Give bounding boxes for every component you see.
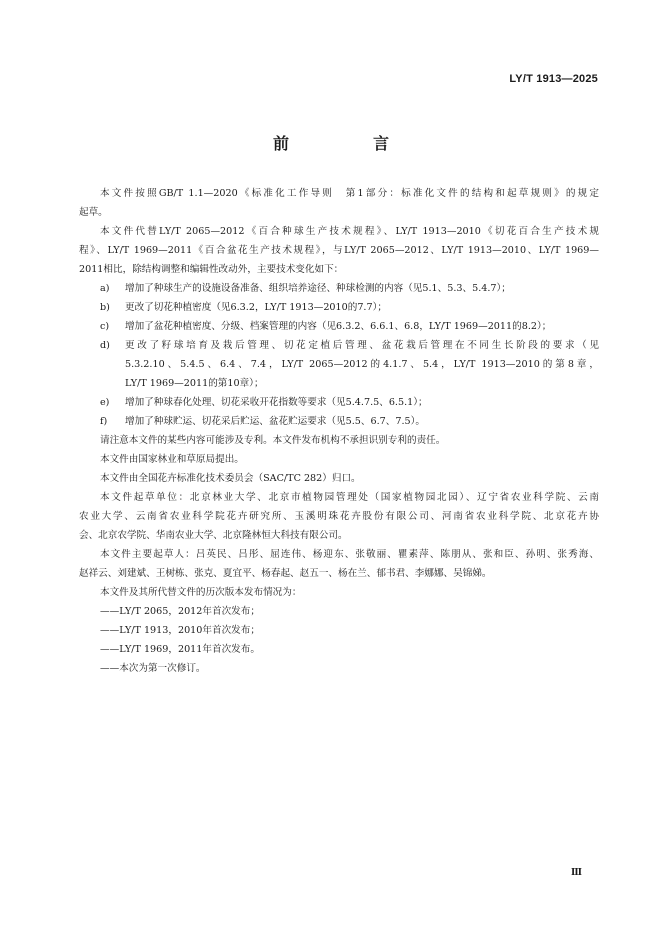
list-item-text: 更改了籽球培育及栽后管理、切花定植后管理、盆花栽后管理在不同生长阶段的要求（见 xyxy=(125,340,599,351)
list-item xyxy=(79,336,599,355)
list-item xyxy=(79,298,599,317)
standard-code: LY/T 1913—2025 xyxy=(509,73,598,85)
foreword-body xyxy=(79,184,599,678)
list-item xyxy=(79,317,599,336)
list-item xyxy=(79,393,599,412)
list-item-continuation: LY/T 1969—2011的第10章）； xyxy=(125,378,264,389)
list-marker: e) xyxy=(100,397,110,408)
history-item: ——LY/T 1913，2010年首次发布； xyxy=(100,625,260,636)
list-marker: a) xyxy=(100,283,110,294)
list-item-text: 增加了种球春化处理、切花采收开花指数等要求（见5.4.7.5、6.5.1）； xyxy=(125,397,428,408)
paragraph-line: 请注意本文件的某些内容可能涉及专利。本文件发布机构不承担识别专利的责任。 xyxy=(100,435,446,446)
list-marker: c) xyxy=(100,321,110,332)
paragraph-line: 本文件由全国花卉标准化技术委员会（SAC/TC 282）归口。 xyxy=(100,473,361,484)
paragraph-line: 本文件及其所代替文件的历次版本发布情况为： xyxy=(100,587,302,598)
list-item-text: 增加了种球生产的设施设备准备、组织培养途径、种球检测的内容（见5.1、5.3、5.4.7）； xyxy=(125,283,511,294)
paragraph-line: 本文件由国家林业和草原局提出。 xyxy=(100,454,244,465)
paragraph-line: 农业大学、云南省农业科学院花卉研究所、玉溪明珠花卉股份有限公司、河南省农业科学院、北京花卉协 xyxy=(79,511,599,522)
page-number: Ⅲ xyxy=(571,868,582,878)
paragraph-line: 程》、LY/T 1969—2011《百合盆花生产技术规程》，与LY/T 2065—2012、LY/T 1913—2010、LY/T 1969— xyxy=(79,245,599,256)
paragraph-line: 本文件按照GB/T 1.1—2020《标准化工作导则 第1部分：标准化文件的结构和起草规则》的规定 xyxy=(100,188,599,199)
list-marker: d) xyxy=(100,340,110,351)
paragraph-line: 本文件起草单位：北京林业大学、北京市植物园管理处（国家植物园北园）、辽宁省农业科学院、云南 xyxy=(100,492,599,503)
paragraph-line: 赵祥云、刘建斌、王树栋、张克、夏宜平、杨春起、赵五一、杨在兰、郁书君、李娜娜、吴锦娣。 xyxy=(79,568,492,579)
paragraph-line: 2011相比，除结构调整和编辑性改动外，主要技术变化如下： xyxy=(79,264,344,275)
list-item-text: 增加了种球贮运、切花采后贮运、盆花贮运要求（见5.5、6.7、7.5）。 xyxy=(125,416,426,427)
history-item: ——LY/T 2065，2012年首次发布； xyxy=(100,606,260,617)
page-title: 前 言 xyxy=(272,134,423,153)
paragraph-line: 起草。 xyxy=(79,207,108,218)
paragraph-line: 本文件主要起草人：吕英民、吕彤、屈连伟、杨迎东、张敬丽、瞿素萍、陈朋从、张和臣、孙明、张秀海、 xyxy=(100,549,599,560)
list-item-text: 更改了切花种植密度（见6.3.2，LY/T 1913—2010的7.7）； xyxy=(125,302,387,313)
list-marker: f) xyxy=(100,416,108,427)
paragraph-line: 会、北京农学院、华南农业大学、北京隆林恒大科技有限公司。 xyxy=(79,530,348,541)
list-item xyxy=(79,412,599,431)
history-item: ——本次为第一次修订。 xyxy=(100,663,206,674)
list-item-continuation: 5.3.2.10、5.4.5、6.4、7.4，LY/T 2065—2012的4.1.7、5.4，LY/T 1913—2010的第8章， xyxy=(125,359,599,370)
history-item: ——LY/T 1969，2011年首次发布。 xyxy=(100,644,260,655)
paragraph-line: 本文件代替LY/T 2065—2012《百合种球生产技术规程》、LY/T 1913—2010《切花百合生产技术规 xyxy=(100,226,599,237)
list-item xyxy=(79,279,599,298)
list-marker: b) xyxy=(100,302,110,313)
list-item-text: 增加了盆花种植密度、分级、档案管理的内容（见6.3.2、6.6.1、6.8，LY/T 1969—2011的8.2）； xyxy=(125,321,552,332)
